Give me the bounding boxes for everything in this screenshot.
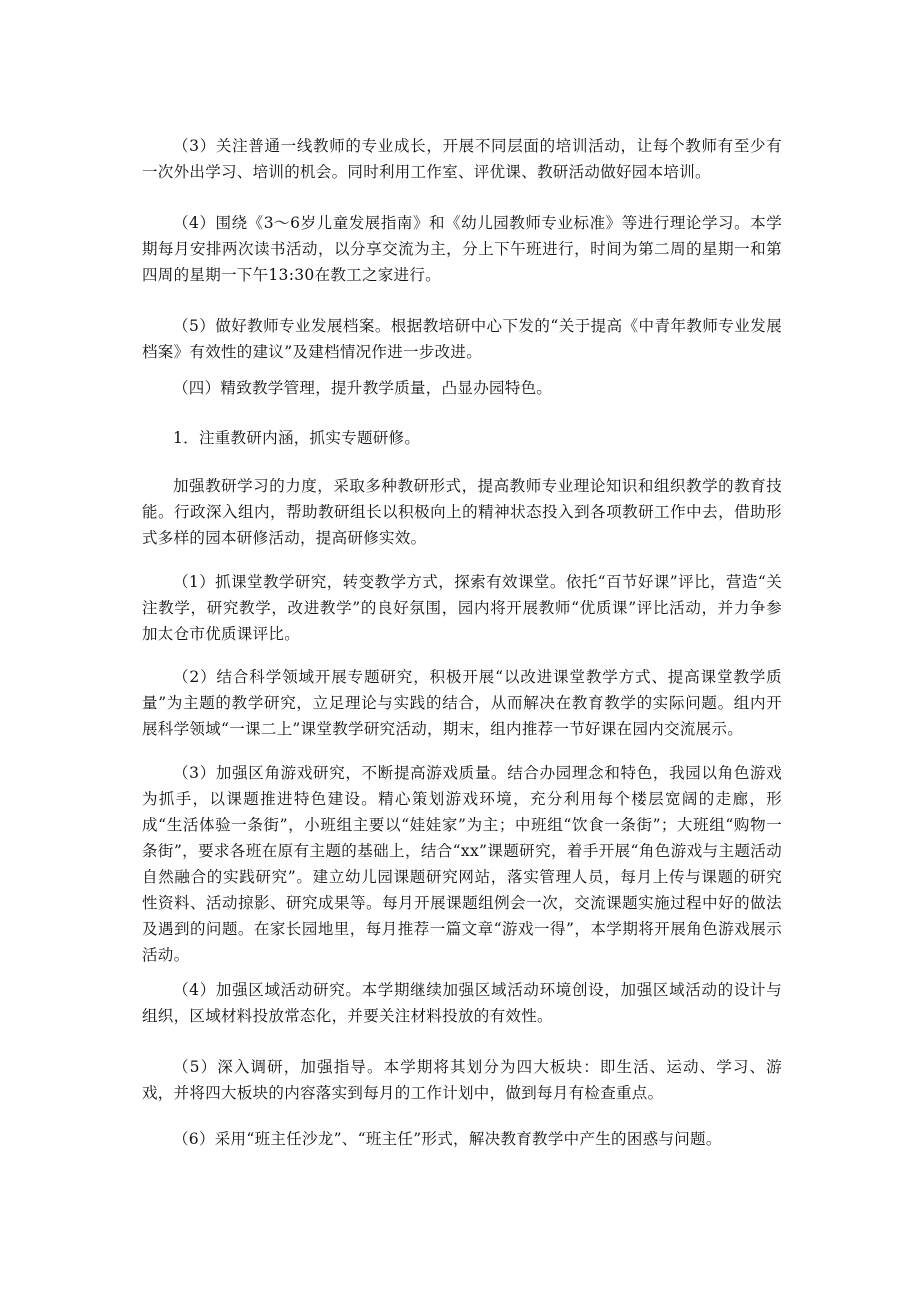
paragraph-investigation: （5）深入调研，加强指导。本学期将其划分为四大板块：即生活、运动、学习、游戏，并将四大板块的内容落实到每月的工作计划中，做到每月有检查重点。 bbox=[142, 1058, 782, 1102]
paragraph-area-activity: （4）加强区域活动研究。本学期继续加强区域活动环境创设，加强区域活动的设计与组织，区域材料投放常态化，并要关注材料投放的有效性。 bbox=[142, 981, 782, 1025]
subsection-heading-research: 1．注重教研内涵，抓实专题研修。 bbox=[173, 429, 421, 447]
paragraph-theory-study: （4）围绕《3～6岁儿童发展指南》和《幼儿园教师专业标准》等进行理论学习。本学期每月安排两次读书活动，以分享交流为主，分上下午班进行，时间为第二周的星期一和第四周的星期一下午13:30在教工之家进行。 bbox=[142, 214, 782, 284]
paragraph-game-research: （3）加强区角游戏研究，不断提高游戏质量。结合办园理念和特色，我园以角色游戏为抓手，以课题推进特色建设。精心策划游戏环境，充分利用每个楼层宽阔的走廊，形成“生活体验一条街”，小班组主要以“娃娃家”为主；中班组“饮食一条街”；大班组“购物一条街”，要求各班在原有主题的基础上，结合“xx”课题研究，着手开展“角色游戏与主题活动自然融合的实践研究”。建立幼儿园课题研究网站，落实管理人员，每月上传与课题的研究性资料、活动掠影、研究成果等。每月开展课题组例会一次，交流课题实施过程中好的做法及遇到的问题。在家长园地里，每月推荐一篇文章“游戏一得”，本学期将开展角色游戏展示活动。 bbox=[142, 764, 782, 964]
paragraph-class-teacher-salon: （6）采用“班主任沙龙”、“班主任”形式，解决教育教学中产生的困惑与问题。 bbox=[173, 1130, 722, 1148]
paragraph-science-research: （2）结合科学领域开展专题研究，积极开展“以改进课堂教学方式、提高课堂教学质量”为主题的教学研究，立足理论与实践的结合，从而解决在教育教学的实际问题。组内开展科学领域“一课二上”课堂教学研究活动，期末，组内推荐一节好课在园内交流展示。 bbox=[142, 668, 782, 738]
paragraph-classroom-research: （1）抓课堂教学研究，转变教学方式，探索有效课堂。依托“百节好课”评比，营造“关注教学，研究教学，改进教学”的良好氛围，园内将开展教师“优质课”评比活动，并力争参加太仓市优质课评比。 bbox=[142, 573, 782, 643]
section-heading-teaching-management: （四）精致教学管理，提升教学质量，凸显办园特色。 bbox=[173, 379, 553, 397]
paragraph-research-intro: 加强教研学习的力度，采取多种教研形式，提高教师专业理论知识和组织教学的教育技能。行政深入组内，帮助教研组长以积极向上的精神状态投入到各项教研工作中去，借助形式多样的园本研修活动，提高研修实效。 bbox=[142, 477, 782, 547]
paragraph-teacher-archive: （5）做好教师专业发展档案。根据教培研中心下发的“关于提高《中青年教师专业发展档案》有效性的建议”及建档情况作进一步改进。 bbox=[142, 317, 782, 361]
paragraph-teacher-training: （3）关注普通一线教师的专业成长，开展不同层面的培训活动，让每个教师有至少有一次外出学习、培训的机会。同时利用工作室、评优课、教研活动做好园本培训。 bbox=[142, 137, 782, 181]
